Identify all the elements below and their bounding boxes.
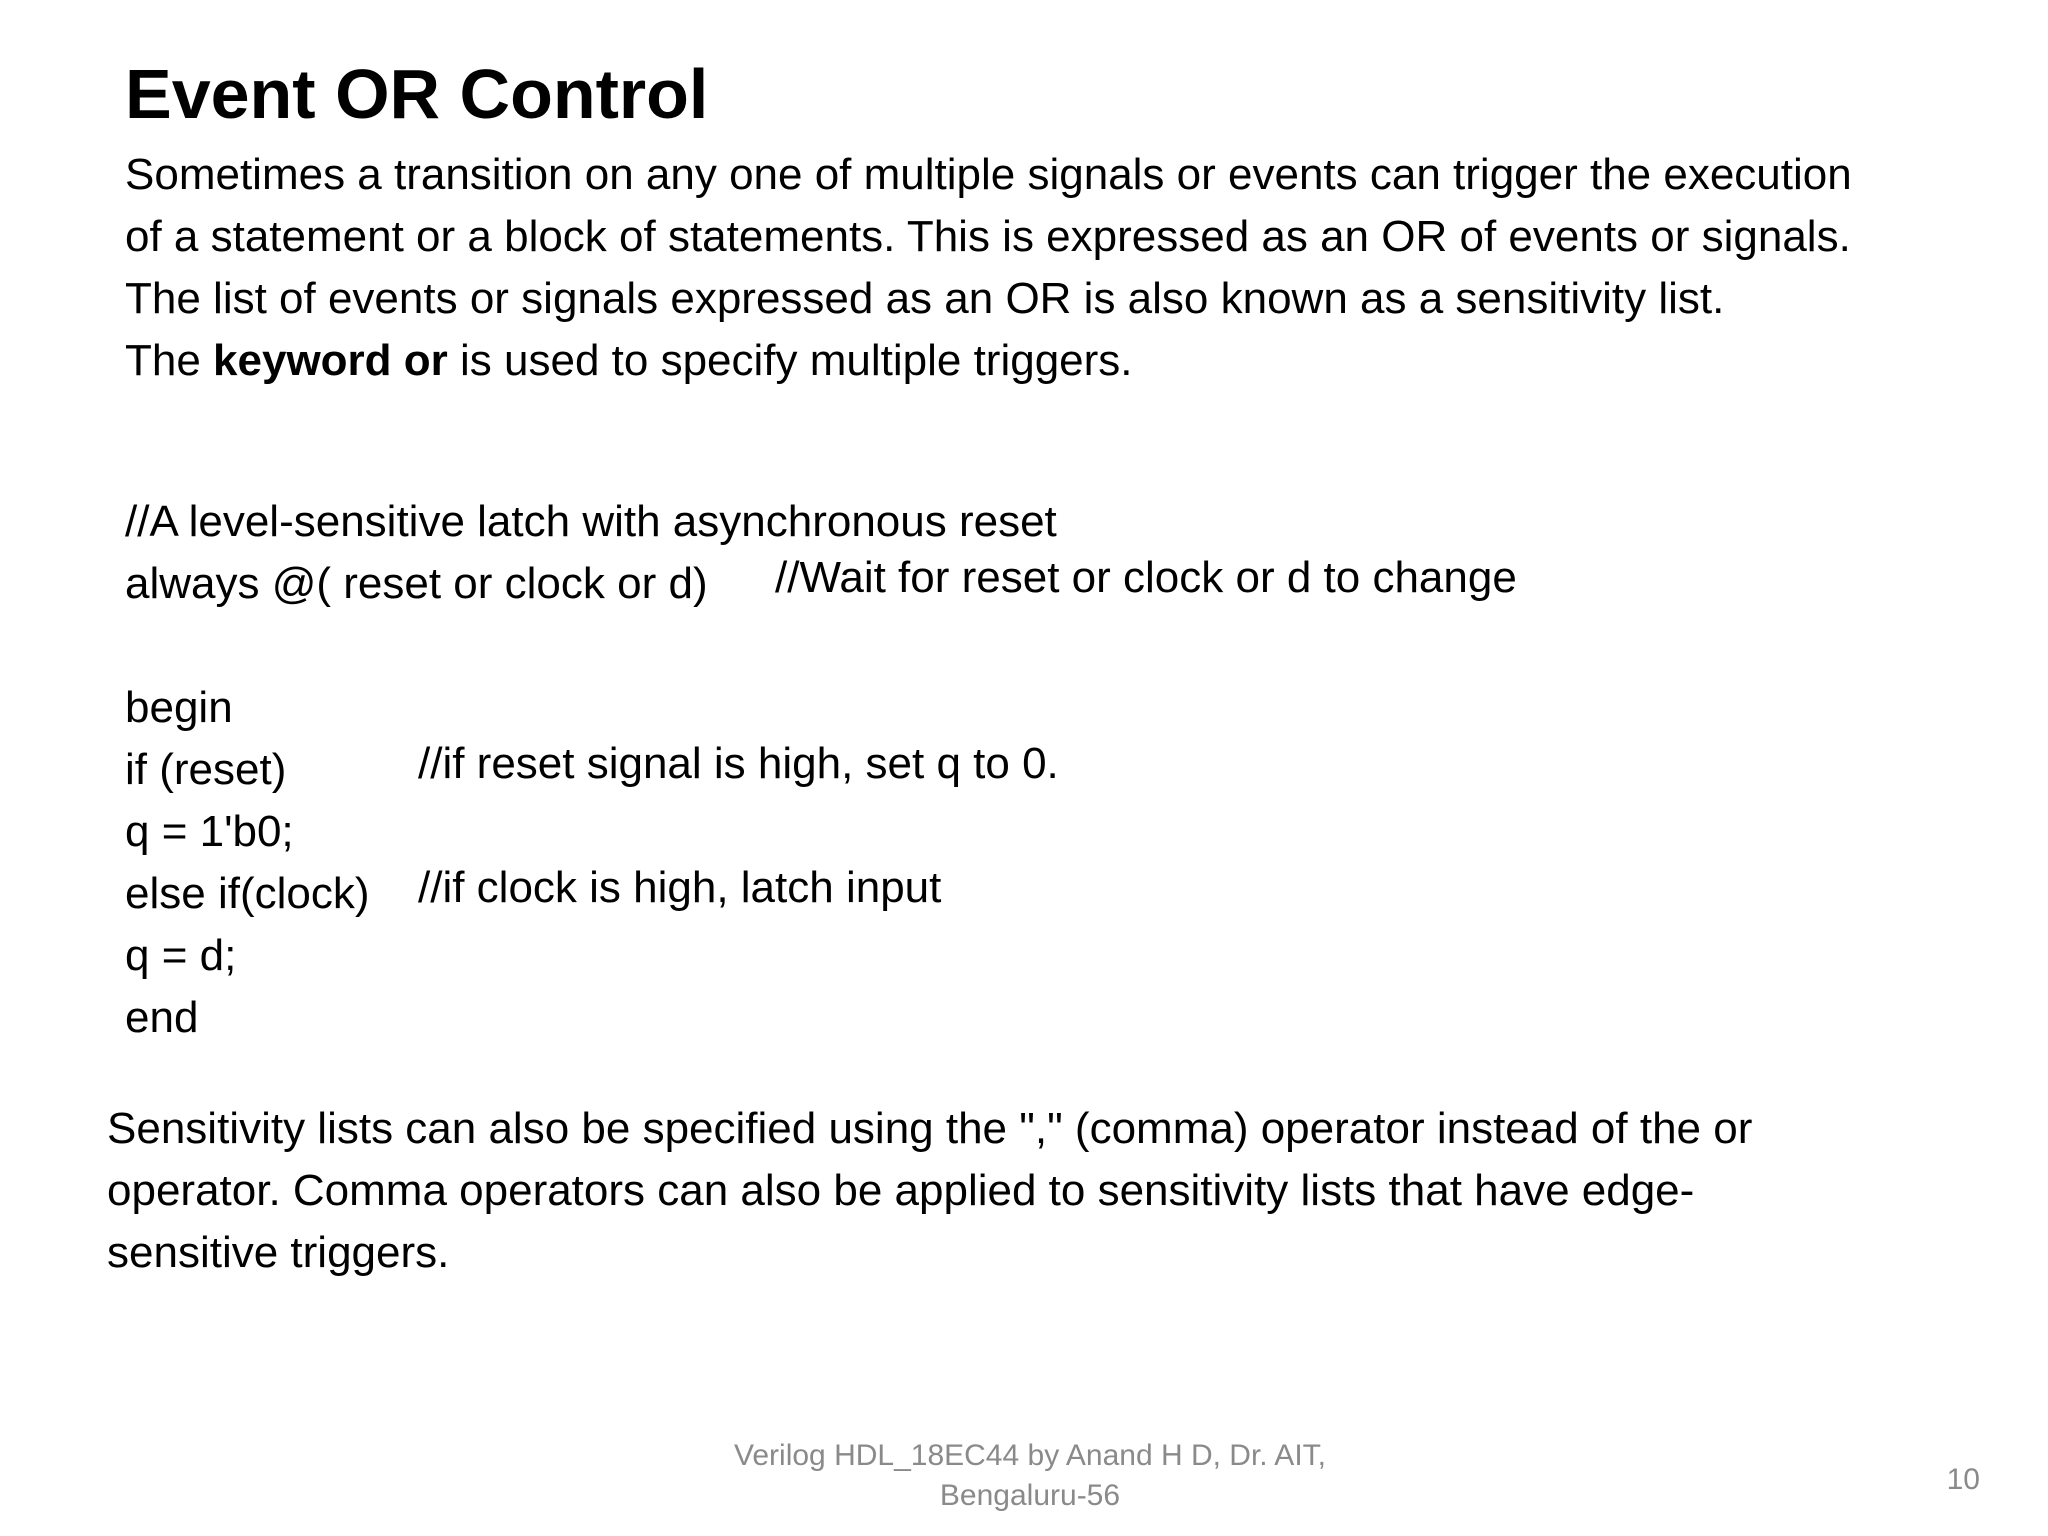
code-begin: begin	[125, 683, 233, 732]
outro-line-2: operator. Comma operators can also be applied to sensitivity lists that have edge-	[107, 1166, 1695, 1215]
code-if-reset: if (reset)	[125, 745, 287, 794]
code-else-if-clock-comment: //if clock is high, latch input	[418, 863, 942, 912]
code-always-line: always @( reset or clock or d)	[125, 559, 708, 608]
page-number: 10	[1946, 1463, 1980, 1496]
code-assign-zero: q = 1'b0;	[125, 807, 294, 856]
outro-line-3: sensitive triggers.	[107, 1228, 450, 1277]
code-example	[125, 0, 1625, 1100]
code-assign-d: q = d;	[125, 931, 237, 980]
code-if-reset-comment: //if reset signal is high, set q to 0.	[418, 739, 1059, 788]
footer-line-1: Verilog HDL_18EC44 by Anand H D, Dr. AIT,	[734, 1439, 1326, 1472]
intro-line-4-prefix: The	[125, 336, 214, 385]
intro-line-1: Sometimes a transition on any one of multiple signals or events can trigger the execution	[125, 150, 1852, 199]
code-always-comment: //Wait for reset or clock or d to change	[775, 553, 1517, 602]
intro-line-4-suffix: is used to specify multiple triggers.	[447, 336, 1133, 385]
slide-footer	[700, 1436, 1360, 1516]
keyword-or-emphasis: keyword or	[213, 336, 448, 385]
footer-line-2: Bengaluru-56	[939, 1479, 1121, 1512]
intro-line-3: The list of events or signals expressed as an OR is also known as a sensitivity list.	[125, 274, 1725, 323]
code-else-if-clock: else if(clock)	[125, 869, 370, 918]
code-end: end	[125, 993, 199, 1042]
outro-line-1: Sensitivity lists can also be specified using the "," (comma) operator instead of the or	[107, 1104, 1753, 1153]
slide-title: Event OR Control	[125, 55, 709, 133]
intro-line-2: of a statement or a block of statements. This is expressed as an OR of events or signals.	[125, 212, 1851, 261]
code-comment-header: //A level-sensitive latch with asynchronous reset	[125, 497, 1057, 546]
outro-paragraph	[107, 1098, 1752, 1284]
